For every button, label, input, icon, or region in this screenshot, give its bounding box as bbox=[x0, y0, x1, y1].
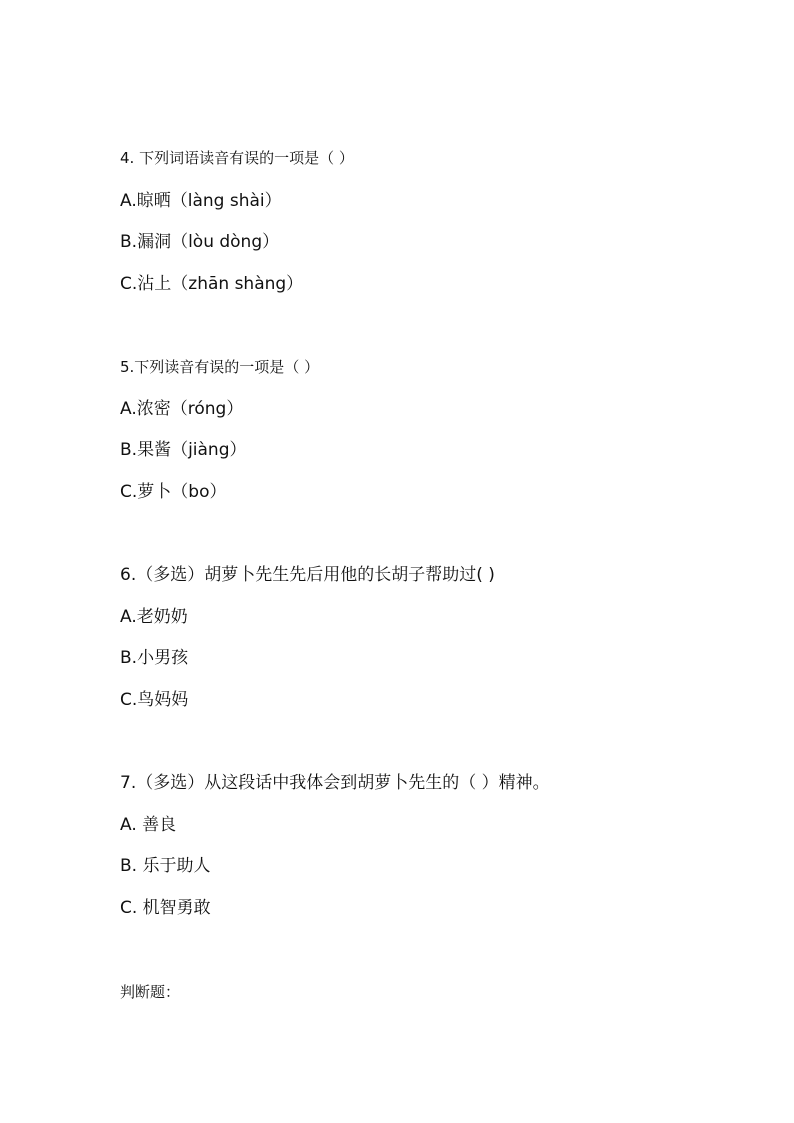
section-label-true-false: 判断题： bbox=[120, 983, 181, 1001]
question-7-option-a: A. 善良 bbox=[120, 815, 177, 835]
question-5-option-c: C.萝卜（bo） bbox=[120, 482, 227, 502]
question-5-prompt: 5.下列读音有误的一项是（ ） bbox=[120, 358, 320, 376]
question-6-option-b: B.小男孩 bbox=[120, 648, 189, 668]
question-5-option-b: B.果酱（jiàng） bbox=[120, 440, 247, 460]
question-4-option-c: C.沾上（zhān shàng） bbox=[120, 274, 304, 294]
question-6-option-c: C.鸟妈妈 bbox=[120, 690, 189, 710]
question-4-option-b: B.漏洞（lòu dòng） bbox=[120, 232, 280, 252]
question-4-option-a: A.晾晒（làng shài） bbox=[120, 191, 282, 211]
question-6-prompt: 6.（多选）胡萝卜先生先后用他的长胡子帮助过( ) bbox=[120, 565, 495, 585]
question-5-option-a: A.浓密（róng） bbox=[120, 399, 244, 419]
question-4-prompt: 4. 下列词语读音有误的一项是（ ） bbox=[120, 149, 354, 167]
question-7-option-b: B. 乐于助人 bbox=[120, 856, 211, 876]
question-6-option-a: A.老奶奶 bbox=[120, 607, 188, 627]
question-7-option-c: C. 机智勇敢 bbox=[120, 898, 211, 918]
question-7-prompt: 7.（多选）从这段话中我体会到胡萝卜先生的（ ）精神。 bbox=[120, 773, 550, 793]
